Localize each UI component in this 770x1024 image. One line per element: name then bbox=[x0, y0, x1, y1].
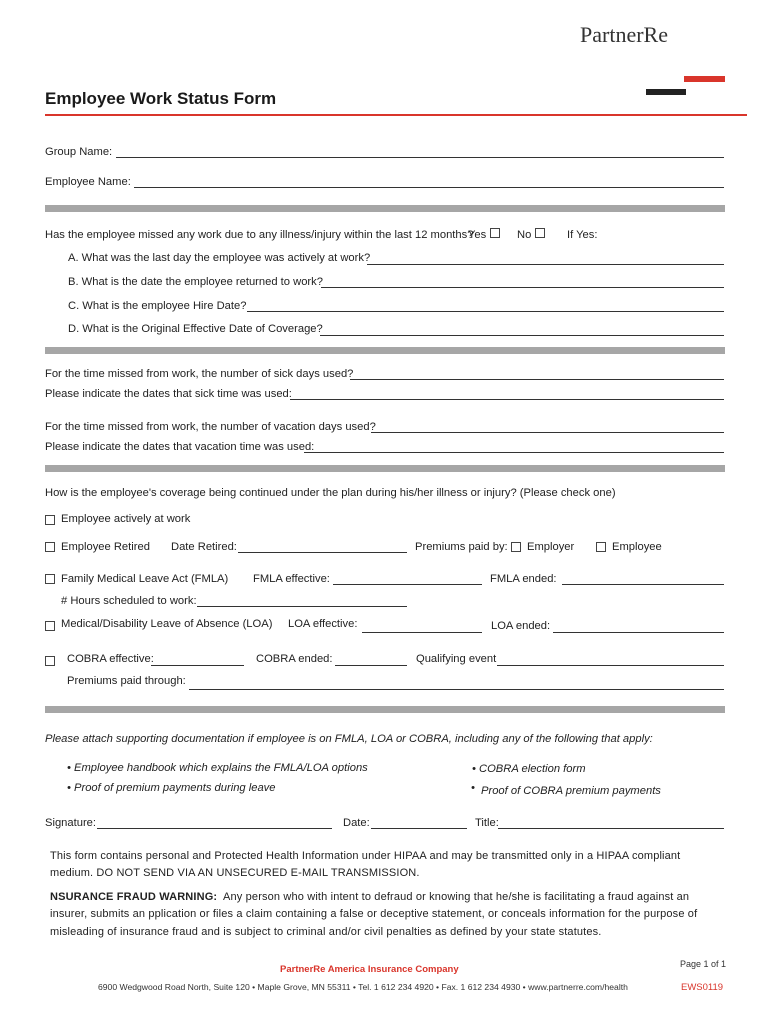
fraud-warning-line2: insurer, submits an pplication or files a claim containing a false or deceptive statement, or conceals information for the purpose of bbox=[50, 908, 698, 920]
fraud-warning-line1 bbox=[50, 891, 689, 904]
employee-name-label: Employee Name: bbox=[45, 176, 131, 188]
last-day-active-label: A. What was the last day the employee was actively at work? bbox=[68, 252, 371, 264]
section-divider-4 bbox=[45, 706, 725, 713]
attach-item-cobra-payments: Proof of COBRA premium payments bbox=[481, 785, 661, 797]
no-checkbox[interactable] bbox=[535, 228, 545, 238]
sick-days-field[interactable] bbox=[350, 379, 724, 380]
fmla-ended-field[interactable] bbox=[562, 584, 724, 585]
loa-ended-label: LOA ended: bbox=[491, 620, 551, 632]
missed-work-question: Has the employee missed any work due to any illness/injury within the last 12 months? bbox=[45, 229, 474, 241]
fraud-warning-line3: misleading of insurance fraud and is subject to criminal and/or civil penalties as defined by your state statutes. bbox=[50, 926, 602, 938]
signature-label: Signature: bbox=[45, 817, 96, 829]
hipaa-notice-line1: This form contains personal and Protected Health Information under HIPAA and may be transmitted only in a HIPAA compliant bbox=[50, 850, 681, 862]
section-divider-3 bbox=[45, 465, 725, 472]
partnerre-logo: PartnerRe bbox=[580, 22, 668, 47]
logo-dark-bar bbox=[646, 89, 686, 95]
return-date-label: B. What is the date the employee returned to work? bbox=[68, 276, 323, 288]
premiums-paid-through-field[interactable] bbox=[189, 689, 724, 690]
actively-at-work-label: Employee actively at work bbox=[61, 513, 191, 525]
premiums-paid-by-label: Premiums paid by: bbox=[415, 541, 508, 553]
cobra-ended-label: COBRA ended: bbox=[256, 653, 333, 665]
cobra-effective-field[interactable] bbox=[151, 665, 244, 666]
page-title: Employee Work Status Form bbox=[45, 89, 277, 108]
attach-item-cobra-form: • COBRA election form bbox=[472, 763, 586, 775]
attach-item-premium-proof: • Proof of premium payments during leave bbox=[67, 782, 276, 794]
section-divider-2 bbox=[45, 347, 725, 354]
hipaa-notice-line2: medium. DO NOT SEND VIA AN UNSECURED E-MAIL TRANSMISSION. bbox=[50, 867, 420, 879]
footer-company-name: PartnerRe America Insurance Company bbox=[280, 964, 459, 975]
fmla-effective-label: FMLA effective: bbox=[253, 573, 330, 585]
loa-effective-label: LOA effective: bbox=[288, 618, 358, 630]
date-label: Date: bbox=[343, 817, 370, 829]
date-retired-label: Date Retired: bbox=[171, 541, 237, 553]
loa-effective-field[interactable] bbox=[362, 632, 482, 633]
loa-ended-field[interactable] bbox=[553, 632, 724, 633]
employer-checkbox[interactable] bbox=[511, 542, 521, 552]
vacation-dates-field[interactable] bbox=[304, 452, 724, 453]
cobra-effective-label: COBRA effective: bbox=[67, 653, 154, 665]
date-retired-field[interactable] bbox=[238, 552, 407, 553]
fraud-warning-heading: NSURANCE FRAUD WARNING: bbox=[50, 891, 218, 903]
section-divider-1 bbox=[45, 205, 725, 212]
fmla-ended-label: FMLA ended: bbox=[490, 573, 557, 585]
loa-checkbox[interactable] bbox=[45, 621, 55, 631]
title-field[interactable] bbox=[498, 828, 724, 829]
if-yes-label: If Yes: bbox=[567, 229, 598, 241]
cobra-ended-field[interactable] bbox=[335, 665, 407, 666]
employee-retired-label: Employee Retired bbox=[61, 541, 150, 553]
attach-item-handbook: • Employee handbook which explains the FMLA/LOA options bbox=[67, 762, 368, 774]
hours-scheduled-field[interactable] bbox=[197, 606, 407, 607]
page-number: Page 1 of 1 bbox=[680, 959, 727, 969]
loa-label: Medical/Disability Leave of Absence (LOA) bbox=[61, 618, 273, 630]
group-name-label: Group Name: bbox=[45, 146, 113, 158]
title-label: Title: bbox=[475, 817, 499, 829]
coverage-date-label: D. What is the Original Effective Date of Coverage? bbox=[68, 323, 323, 335]
premiums-paid-through-label: Premiums paid through: bbox=[67, 675, 186, 687]
fmla-effective-field[interactable] bbox=[333, 584, 482, 585]
yes-checkbox[interactable] bbox=[490, 228, 500, 238]
qualifying-event-field[interactable] bbox=[497, 665, 724, 666]
qualifying-event-label: Qualifying event bbox=[416, 653, 497, 665]
attach-instruction: Please attach supporting documentation if employee is on FMLA, LOA or COBRA, including any of the following that apply: bbox=[45, 733, 653, 745]
fmla-checkbox[interactable] bbox=[45, 574, 55, 584]
coverage-date-field[interactable] bbox=[320, 335, 724, 336]
fmla-label: Family Medical Leave Act (FMLA) bbox=[61, 573, 229, 585]
last-day-active-field[interactable] bbox=[367, 264, 724, 265]
group-name-field[interactable] bbox=[116, 157, 724, 158]
sick-dates-field[interactable] bbox=[290, 399, 724, 400]
hours-scheduled-label: # Hours scheduled to work: bbox=[61, 595, 197, 607]
yes-label: Yes bbox=[468, 229, 487, 241]
date-field[interactable] bbox=[371, 828, 467, 829]
form-code: EWS0119 bbox=[681, 982, 724, 993]
footer-address: 6900 Wedgwood Road North, Suite 120 • Maple Grove, MN 55311 • Tel. 1 612 234 4920 • Fax. 1 612 234 4930 • www.partnerre.com/health bbox=[98, 982, 628, 992]
employee-retired-checkbox[interactable] bbox=[45, 542, 55, 552]
fraud-warning-text1: Any person who with intent to defraud or knowing that he/she is facilitating a fraud against an bbox=[223, 891, 690, 903]
vacation-days-field[interactable] bbox=[371, 432, 724, 433]
vacation-dates-label: Please indicate the dates that vacation time was used: bbox=[45, 441, 315, 453]
sick-dates-label: Please indicate the dates that sick time was used: bbox=[45, 388, 292, 400]
logo-red-bar bbox=[684, 76, 725, 82]
no-label: No bbox=[517, 229, 532, 241]
vacation-days-label: For the time missed from work, the number of vacation days used? bbox=[45, 421, 376, 433]
employee-name-field[interactable] bbox=[134, 187, 724, 188]
title-divider bbox=[45, 114, 747, 116]
cobra-checkbox[interactable] bbox=[45, 656, 55, 666]
employee-checkbox[interactable] bbox=[596, 542, 606, 552]
employee-label: Employee bbox=[612, 541, 662, 553]
return-date-field[interactable] bbox=[321, 287, 724, 288]
signature-field[interactable] bbox=[97, 828, 332, 829]
sick-days-label: For the time missed from work, the number of sick days used? bbox=[45, 368, 354, 380]
hire-date-label: C. What is the employee Hire Date? bbox=[68, 300, 247, 312]
employer-label: Employer bbox=[527, 541, 575, 553]
coverage-question: How is the employee's coverage being continued under the plan during his/her illness or injury? (Please check one) bbox=[45, 487, 616, 499]
hire-date-field[interactable] bbox=[247, 311, 724, 312]
attach-item-cobra-bullet: • bbox=[471, 782, 475, 794]
actively-at-work-checkbox[interactable] bbox=[45, 515, 55, 525]
